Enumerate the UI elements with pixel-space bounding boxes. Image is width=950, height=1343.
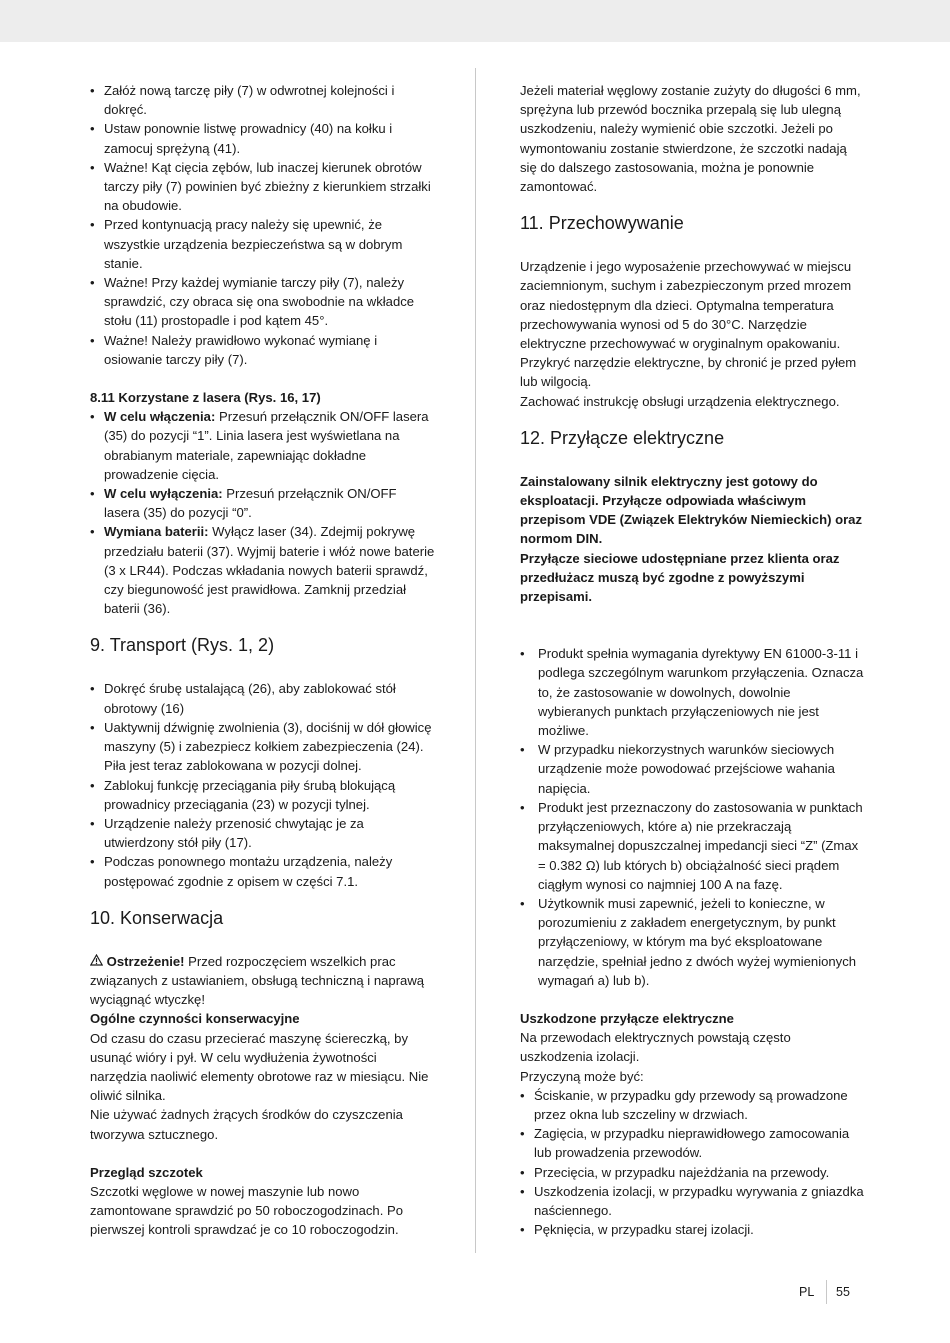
list-item: • Uaktywnij dźwignię zwolnienia (3), dociśnij w dół głowicę maszyny (5) i zabezpiecz kołkiem zabezpieczenia (24). Piła jest teraz zablokowana w pozycji dolnej. [90, 718, 435, 776]
list-item: • Użytkownik musi zapewnić, jeżeli to konieczne, w porozumieniu z zakładem energetycznym, by punkt przyłączeniowy, w którym ma być eksploatowane narzędzie, spełniał jedno z dwóch wyżej wymienionych wymagań a) lub b). [520, 894, 865, 990]
list-item: • Zagięcia, w przypadku nieprawidłowego zamocowania lub prowadzenia przewodów. [520, 1124, 865, 1162]
list-item [90, 407, 435, 484]
right-column [520, 81, 865, 1239]
damaged-connection-text: Na przewodach elektrycznych powstają często uszkodzenia izolacji. [520, 1030, 791, 1065]
general-maintenance-text-2: Nie używać żadnych żrących środków do czyszczenia tworzywa sztucznego. [90, 1107, 403, 1142]
top-band [0, 0, 950, 42]
storage-text-2: Przykryć narzędzie elektryczne, by chronić je przed pyłem lub wilgocią. [520, 355, 857, 390]
product-requirements-list [520, 644, 865, 990]
list-item: • Przecięcia, w przypadku najeżdżania na przewody. [520, 1163, 865, 1182]
brushes-continued-text: Jeżeli materiał węglowy zostanie zużyty do długości 6 mm, sprężyna lub przewód bocznika przepalą się lub ulegną uszkodzeniu, należy wymienić obie szczotki. Jeżeli po wymontowaniu zostanie stwierdzone, że szczotki nadają się do dalszego zastosowania, można je ponownie zamontować. [520, 83, 861, 195]
list-item: • W przypadku niekorzystnych warunków sieciowych urządzenie może powodować przejściowe wahania napięcia. [520, 740, 865, 798]
brushes-heading: Przegląd szczotek [90, 1164, 203, 1180]
general-maintenance-heading: Ogólne czynności konserwacyjne [90, 1011, 300, 1027]
list-item: • Produkt spełnia wymagania dyrektywy EN 61000-3-11 i podlega szczególnym warunkom przyłączenia. Oznacza to, że zastosowanie w dowolnych, dowolnie wybieranych punktach przyłączeniowych nie jest możliwe. [520, 644, 865, 740]
list-item: • Ważne! Należy prawidłowo wykonać wymianę i osiowanie tarczy piły (7). [90, 331, 435, 369]
footer-separator [826, 1280, 827, 1304]
item-text: Przesuń przełącznik ON/OFF lasera (35) do pozycji “0”. [104, 486, 397, 521]
warning-label: Ostrzeżenie! [106, 953, 185, 969]
damaged-connection-text-2: Przyczyną może być: [520, 1068, 644, 1084]
page-number: 55 [836, 1285, 850, 1299]
laser-list [90, 407, 435, 618]
brushes-text: Szczotki węglowe w nowej maszynie lub nowo zamontowane sprawdzić po 50 roboczogodzinach. Po pierwszej kontroli sprawdzać je co 10 roboczogodzin. [90, 1183, 403, 1238]
saw-blade-list [90, 81, 435, 369]
list-item: • Ważne! Przy każdej wymianie tarczy piły (7), należy sprawdzić, czy obraca się ona swobodnie na wkładce stołu (11) prostopadle i pod kątem 45°. [90, 273, 435, 331]
warning-text: Przed rozpoczęciem wszelkich prac związanych z ustawianiem, obsługą techniczną i naprawą wyciągnąć wtyczkę! [90, 953, 425, 1008]
storage-text-3: Zachować instrukcję obsługi urządzenia elektrycznego. [520, 393, 840, 409]
electric-bold-text-2: Przyłącze sieciowe udostępniane przez klienta oraz przedłużacz muszą być zgodne z powyższymi przepisami. [520, 550, 840, 605]
electric-bold-text: Zainstalowany silnik elektryczny jest gotowy do eksploatacji. Przyłącze odpowiada właściwym przepisom VDE (Związek Elektryków Niemieckich) oraz normom DIN. [520, 473, 863, 547]
list-item: • Przed kontynuacją pracy należy się upewnić, że wszystkie urządzenia bezpieczeństwa są w dobrym stanie. [90, 215, 435, 273]
item-label: W celu włączenia: [104, 409, 216, 425]
transport-heading: 9. Transport (Rys. 1, 2) [90, 635, 275, 656]
electric-heading: 12. Przyłącze elektryczne [520, 427, 725, 448]
column-divider [475, 68, 476, 1253]
warning-paragraph [90, 952, 435, 1010]
list-item: • Zablokuj funkcję przeciągania piły śrubą blokującą prowadnicy przeciągania (23) w pozycji tylnej. [90, 776, 435, 814]
damage-causes-list [520, 1086, 865, 1240]
item-text: Przesuń przełącznik ON/OFF lasera (35) do pozycji “1”. Linia lasera jest wyświetlana na obrabianym materiale, zapewniając dokładne prowadzenie cięcia. [104, 409, 429, 482]
damaged-connection-heading: Uszkodzone przyłącze elektryczne [520, 1010, 734, 1026]
item-label: Wymiana baterii: [104, 524, 209, 540]
list-item: • Załóż nową tarczę piły (7) w odwrotnej kolejności i dokręć. [90, 81, 435, 119]
list-item: • Urządzenie należy przenosić chwytając je za utwierdzony stół piły (17). [90, 814, 435, 852]
storage-text: Urządzenie i jego wyposażenie przechowywać w miejscu zaciemnionym, suchym i zabezpieczonym przed mrozem oraz niedostępnym dla dzieci. Optymalna temperatura przechowywania wynosi od 5 do 30°C. Narzędzie elektryczne przechowywać w oryginalnym opakowaniu. [520, 259, 852, 352]
general-maintenance-text: Od czasu do czasu przecierać maszynę ściereczką, by usunąć wióry i pył. W celu wydłużenia żywotności narzędzia naoliwić elementy obrotowe raz w miesiącu. Nie oliwić silnika. [90, 1030, 429, 1104]
list-item [90, 522, 435, 618]
list-item: • Produkt jest przeznaczony do zastosowania w punktach przyłączeniowych, które a) nie przekraczają maksymalnej dopuszczalnej impedancji sieci “Z” (Zmax = 0.382 Ω) lub których b) obciążalność sieci prądem ciągłym wynosi co najmniej 100 A na fazę. [520, 798, 865, 894]
list-item: • Dokręć śrubę ustalającą (26), aby zablokować stół obrotowy (16) [90, 679, 435, 717]
list-item: • Podczas ponownego montażu urządzenia, należy postępować zgodnie z opisem w części 7.1. [90, 852, 435, 890]
item-text: Wyłącz laser (34). Zdejmij pokrywę przedziału baterii (37). Wyjmij baterie i włóż nowe baterie (3 x LR44). Podczas wkładania nowych baterii sprawdź, czy biegunowość jest prawidłowa. Zamknij przedział baterii (36). [104, 524, 435, 617]
list-item: • Uszkodzenia izolacji, w przypadku wyrywania z gniazdka naściennego. [520, 1182, 865, 1220]
maintenance-heading: 10. Konserwacja [90, 907, 224, 928]
warning-triangle-icon [90, 952, 103, 971]
list-item [90, 484, 435, 522]
list-item: • Ważne! Kąt cięcia zębów, lub inaczej kierunek obrotów tarczy piły (7) powinien być zbieżny z kierunkiem strzałki na obudowie. [90, 158, 435, 216]
item-label: W celu wyłączenia: [104, 486, 223, 502]
transport-list [90, 679, 435, 890]
laser-heading: 8.11 Korzystane z lasera (Rys. 16, 17) [90, 390, 321, 406]
list-item: • Ściskanie, w przypadku gdy przewody są prowadzone przez okna lub szczeliny w drzwiach. [520, 1086, 865, 1124]
list-item: • Pęknięcia, w przypadku starej izolacji. [520, 1220, 865, 1239]
storage-heading: 11. Przechowywanie [520, 213, 684, 234]
list-item: • Ustaw ponownie listwę prowadnicy (40) na kołku i zamocuj sprężyną (41). [90, 119, 435, 157]
left-column [90, 81, 435, 1240]
footer-language: PL [799, 1285, 815, 1299]
